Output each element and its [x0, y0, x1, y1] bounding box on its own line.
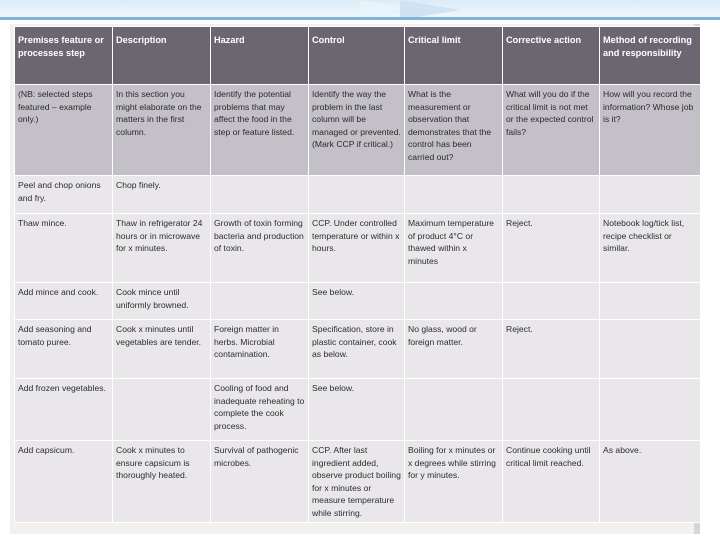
table-cell: Boiling for x minutes or x degrees while stirring for y minutes.	[405, 441, 503, 523]
table-cell	[405, 283, 503, 320]
table-header-row	[15, 27, 701, 85]
table-cell: Notebook log/tick list, recipe checklist or similar.	[600, 214, 701, 283]
table-cell	[600, 320, 701, 379]
table-cell	[211, 283, 309, 320]
table-cell: Reject.	[503, 320, 600, 379]
table-cell	[600, 176, 701, 214]
table-cell: Continue cooking until critical limit reached.	[503, 441, 600, 523]
guidance-cell: Identify the potential problems that may affect the food in the step or feature listed.	[211, 85, 309, 176]
table-cell: Specification, store in plastic container, cook as below.	[309, 320, 405, 379]
table-cell	[503, 379, 600, 441]
table-cell	[405, 176, 503, 214]
guidance-cell: In this section you might elaborate on the matters in the first column.	[113, 85, 211, 176]
table-cell: See below.	[309, 379, 405, 441]
column-header: Premises feature or processes step	[15, 27, 113, 85]
column-header: Critical limit	[405, 27, 503, 85]
table-cell: Chop finely.	[113, 176, 211, 214]
haccp-table	[14, 26, 701, 523]
column-header: Control	[309, 27, 405, 85]
table-cell: Add mince and cook.	[15, 283, 113, 320]
table-cell: Maximum temperature of product 4°C or thawed within x minutes	[405, 214, 503, 283]
table-cell: See below.	[309, 283, 405, 320]
table-cell: Thaw in refrigerator 24 hours or in microwave for x minutes.	[113, 214, 211, 283]
table-cell	[405, 379, 503, 441]
table-cell	[211, 176, 309, 214]
table-cell: Cook x minutes until vegetables are tender.	[113, 320, 211, 379]
guidance-cell: What is the measurement or observation that demonstrates that the control has been carried out?	[405, 85, 503, 176]
table-cell: Foreign matter in herbs. Microbial contamination.	[211, 320, 309, 379]
guidance-cell: How will you record the information? Whose job is it?	[600, 85, 701, 176]
column-header: Method of recording and responsibility	[600, 27, 701, 85]
table-cell	[113, 379, 211, 441]
table-row	[15, 176, 701, 214]
table-cell: CCP. Under controlled temperature or within x hours.	[309, 214, 405, 283]
table-cell: Thaw mince.	[15, 214, 113, 283]
table-cell: No glass, wood or foreign matter.	[405, 320, 503, 379]
table-cell: Cook x minutes to ensure capsicum is thoroughly heated.	[113, 441, 211, 523]
table-cell: CCP. After last ingredient added, observe product boiling for x minutes or measure temperature while stirring.	[309, 441, 405, 523]
table-cell: Cook mince until uniformly browned.	[113, 283, 211, 320]
table-row	[15, 214, 701, 283]
table-cell: As above.	[600, 441, 701, 523]
table-row	[15, 379, 701, 441]
table-cell: Add seasoning and tomato puree.	[15, 320, 113, 379]
table-cell: Add frozen vegetables.	[15, 379, 113, 441]
table-cell	[503, 283, 600, 320]
table-cell	[309, 176, 405, 214]
column-header: Hazard	[211, 27, 309, 85]
table-row	[15, 320, 701, 379]
slide-header-rule	[0, 17, 720, 20]
table-cell: Cooling of food and inadequate reheating to complete the cook process.	[211, 379, 309, 441]
guidance-cell: What will you do if the critical limit is not met or the expected control fails?	[503, 85, 600, 176]
table-cell: Survival of pathogenic microbes.	[211, 441, 309, 523]
table-cell	[503, 176, 600, 214]
guidance-cell: (NB: selected steps featured – example only.)	[15, 85, 113, 176]
table-cell: Peel and chop onions and fry.	[15, 176, 113, 214]
table-row	[15, 283, 701, 320]
table-cell: Reject.	[503, 214, 600, 283]
guidance-row	[15, 85, 701, 176]
table-cell: Add capsicum.	[15, 441, 113, 523]
table-row	[15, 441, 701, 523]
column-header: Corrective action	[503, 27, 600, 85]
column-header: Description	[113, 27, 211, 85]
table-cell: Growth of toxin forming bacteria and production of toxin.	[211, 214, 309, 283]
table-cell	[600, 283, 701, 320]
table-cell	[600, 379, 701, 441]
guidance-cell: Identify the way the problem in the last column will be managed or prevented. (Mark CCP if critical.)	[309, 85, 405, 176]
